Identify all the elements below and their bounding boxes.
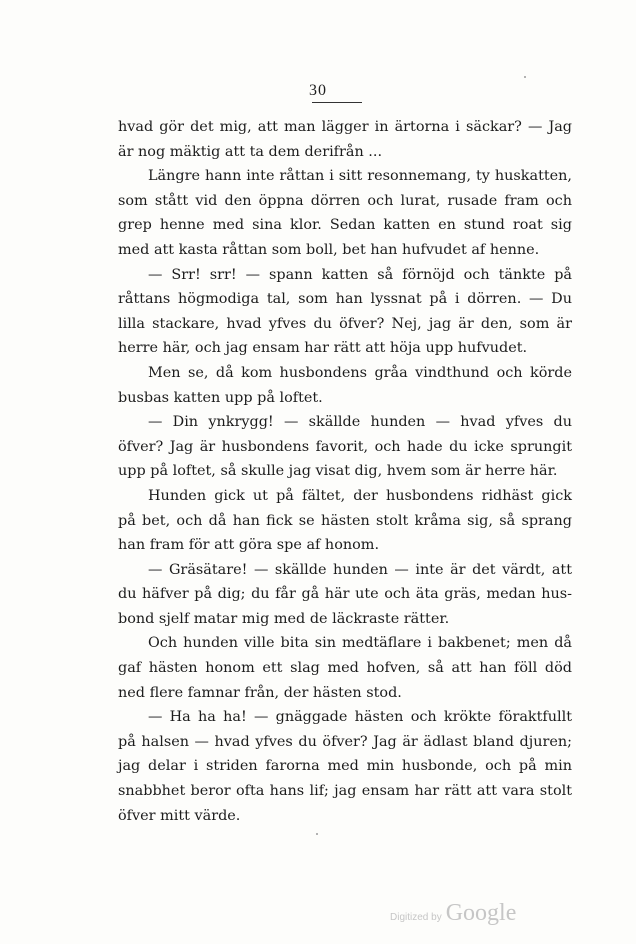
text-line: Men se, då kom husbondens gråa vindthund och körde [148,364,572,381]
text-line: Längre hann inte råttan i sitt resonnemang, ty huskatten, [148,168,572,185]
text-line: du häfver på dig; du får gå här ute och äta gräs, medan hus- [118,586,572,603]
text-line: upp på loftet, så skulle jag visat dig, hvem som är herre här. [118,463,558,480]
text-line: bond sjelf matar mig med de läckraste rätter. [118,610,450,627]
text-line: lilla stackare, hvad yfves du öfver? Nej, jag är den, som är [118,315,572,332]
text-line: snabbhet beror ofta hans lif; jag ensam har rätt att vara stolt [118,783,572,800]
scan-speck [316,833,318,835]
paragraph [118,164,572,262]
paragraph [118,558,572,632]
text-line: som stått vid den öppna dörren och lurat, rusade fram och [118,192,572,209]
text-line: herre här, och jag ensam har rätt att höja upp hufvudet. [118,340,528,357]
text-line: ned flere famnar från, der hästen stod. [118,684,402,701]
paragraph [118,263,572,361]
text-line: — Gräsätare! — skällde hunden — inte är det värdt, att [148,561,572,578]
paragraph [118,361,572,410]
text-line: på bet, och då han fick se hästen stolt kråma sig, så sprang [118,512,572,529]
text-line: gaf hästen honom ett slag med hofven, så att han föll död [118,660,572,677]
text-line: Hunden gick ut på fältet, der husbondens ridhäst gick [148,487,572,504]
text-line: öfver? Jag är husbondens favorit, och hade du icke sprungit [118,438,572,455]
page-number-rule [312,102,362,103]
text-line: hvad gör det mig, att man lägger in ärtorna i säckar? — Jag [118,119,572,135]
text-line: — Din ynkrygg! — skällde hunden — hvad yfves du [148,414,572,431]
page-number: 30 [309,82,327,99]
text-line: busbas katten upp på loftet. [118,389,323,406]
text-line: råttans högmodiga tal, som han lyssnat på i dörren. — Du [118,291,572,308]
text-line: jag delar i striden farorna med min husbonde, och på min [118,758,572,775]
body-text [118,115,572,828]
text-line: grep henne med sina klor. Sedan katten en stund roat sig [118,217,572,234]
paragraph [118,410,572,484]
text-line: han fram för att göra spe af honom. [118,537,380,554]
text-line: med att kasta råttan som boll, bet han hufvudet af henne. [118,241,540,258]
paragraph [118,631,572,705]
scan-speck [524,76,526,78]
text-line: öfver mitt värde. [118,807,241,824]
watermark-brand: Google [445,900,517,926]
watermark-prefix: Digitized by [390,912,442,923]
paragraph [118,705,572,828]
text-line: — Ha ha ha! — gnäggade hästen och krökte föraktfullt [148,709,572,726]
digitized-watermark [390,900,516,927]
text-line: på halsen — hvad yfves du öfver? Jag är ädlast bland djuren; [118,733,572,750]
paragraph [118,115,572,164]
text-line: Och hunden ville bita sin medtäflare i bakbenet; men då [148,635,572,652]
text-line: — Srr! srr! — spann katten så förnöjd och tänkte på [148,266,572,283]
text-line: är nog mäktig att ta dem derifrån ... [118,143,383,160]
paragraph [118,484,572,558]
